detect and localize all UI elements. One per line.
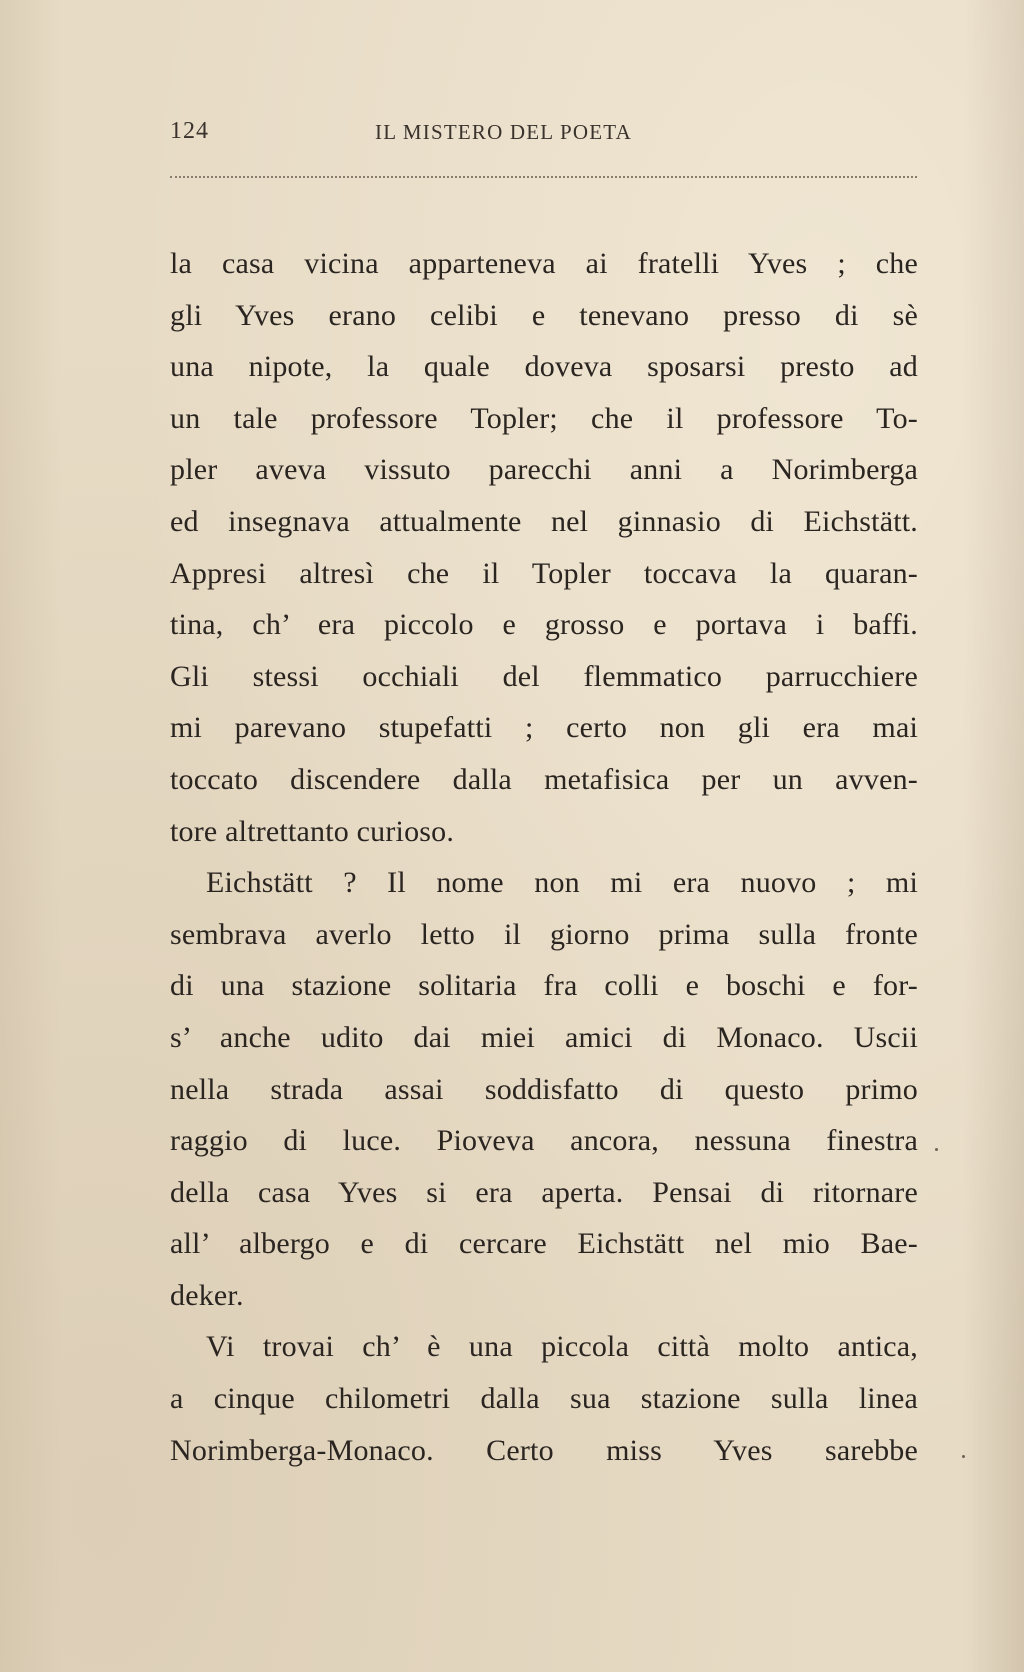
text-line: la casa vicina apparteneva ai fratelli Yves ; che	[170, 247, 918, 280]
text-line: ed insegnava attualmente nel ginnasio di Eichstätt.	[170, 504, 918, 538]
text-line: nella strada assai soddisfatto di questo primo	[170, 1072, 918, 1106]
text-line: deker.	[170, 1278, 244, 1312]
text-line: s’ anche udito dai miei amici di Monaco. Uscii	[170, 1020, 918, 1054]
text-line: tore altrettanto curioso.	[170, 814, 455, 848]
text-line: sembrava averlo letto il giorno prima sulla fronte	[170, 917, 918, 951]
text-line: Norimberga-Monaco. Certo miss Yves sarebbe	[170, 1433, 918, 1467]
text-line: Eichstätt ? Il nome non mi era nuovo ; mi	[206, 866, 918, 900]
text-line: Gli stessi occhiali del flemmatico parrucchiere	[170, 659, 918, 693]
page-number: 124	[170, 118, 209, 144]
running-header	[170, 118, 917, 152]
paper-speck	[962, 1455, 965, 1458]
text-line: all’ albergo e di cercare Eichstätt nel mio Bae-	[170, 1227, 918, 1261]
text-line: di una stazione solitaria fra colli e boschi e for-	[170, 969, 918, 1003]
text-line: pler aveva vissuto parecchi anni a Norimberga	[170, 453, 918, 487]
text-line: tina, ch’ era piccolo e grosso e portava i baffi.	[170, 608, 918, 642]
text-line: a cinque chilometri dalla sua stazione sulla linea	[170, 1382, 918, 1416]
header-rule	[170, 176, 917, 178]
text-line: toccato discendere dalla metafisica per un avven-	[170, 762, 918, 796]
text-line: mi parevano stupefatti ; certo non gli era mai	[170, 711, 918, 745]
text-line: Appresi altresì che il Topler toccava la quaran-	[170, 556, 918, 590]
text-line: Vi trovai ch’ è una piccola città molto antica,	[206, 1330, 918, 1364]
text-line: gli Yves erano celibi e tenevano presso di sè	[170, 298, 918, 332]
text-line: raggio di luce. Pioveva ancora, nessuna finestra	[170, 1124, 918, 1158]
text-line: un tale professore Topler; che il professore To-	[170, 401, 918, 435]
text-line: della casa Yves si era aperta. Pensai di ritornare	[170, 1175, 918, 1209]
body-text	[170, 238, 918, 1476]
text-line: una nipote, la quale doveva sposarsi presto ad	[170, 350, 918, 384]
running-title: IL MISTERO DEL POETA	[375, 120, 632, 144]
paper-speck	[935, 1148, 938, 1151]
